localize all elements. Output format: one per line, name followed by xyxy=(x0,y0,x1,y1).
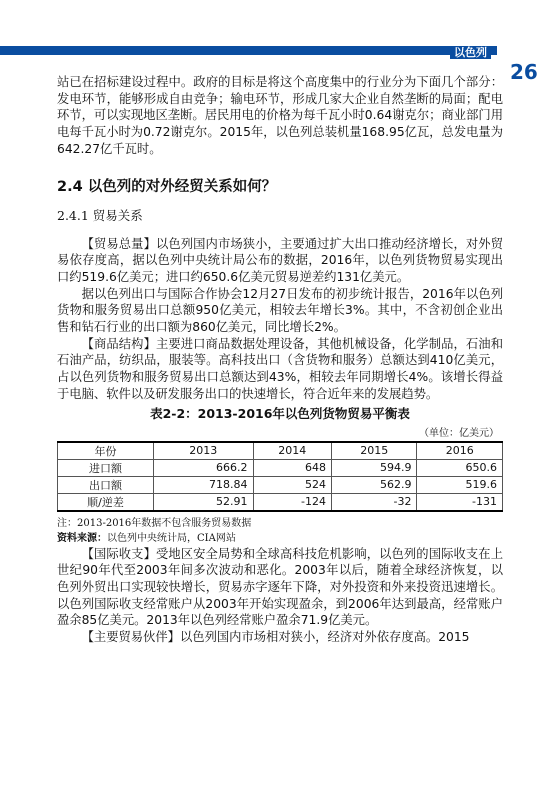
column-header: 2015 xyxy=(331,442,416,460)
subsection-title: 2.4.1 贸易关系 xyxy=(57,207,143,223)
column-header: 年份 xyxy=(58,442,154,460)
table-cell: -32 xyxy=(331,493,416,511)
table-cell: 524 xyxy=(253,476,331,493)
table-cell: -131 xyxy=(417,493,503,511)
table-note-text: 注：2013-2016年数据不包含服务贸易数据 xyxy=(57,517,252,529)
table-cell: 52.91 xyxy=(153,493,253,511)
page-number: 26 xyxy=(510,60,538,84)
table-note xyxy=(57,516,503,546)
paragraph-commodity-structure: 【商品结构】主要进口商品数据处理设备，其他机械设备，化学制品，石油和石油产品，纺织品，服装等。高科技出口（含货物和服务）总额达到410亿美元，占以色列货物和服务贸易出口总额达到43%，相较去年同期增长4%。该增长得益于电脑、软件以及研发服务出口的快速增长，符合近年来的发展趋势。 xyxy=(57,336,503,401)
paragraph-balance-of-payments: 【国际收支】受地区安全局势和全球高科技危机影响，以色列的国际收支在上世纪90年代至2003年间多次波动和恶化。2003年以后，随着全球经济恢复，以色列外贸出口实现较快增长，贸易赤字逐年下降，对外投资和外来投资迅速增长。以色列国际收支经常账户从2003年开始实现盈余，到2006年达到最高，经常账户盈余85亿美元。2013年以色列经常账户盈余71.9亿美元。 xyxy=(57,546,503,628)
table-cell: -124 xyxy=(253,493,331,511)
table-cell: 718.84 xyxy=(153,476,253,493)
column-header: 2016 xyxy=(417,442,503,460)
source-text: 以色列中央统计局，CIA网站 xyxy=(107,532,236,544)
table-title: 表2-2：2013-2016年以色列货物贸易平衡表 xyxy=(150,405,410,421)
page-content xyxy=(57,74,503,646)
header-bar xyxy=(0,46,497,55)
row-label: 出口额 xyxy=(58,476,154,493)
section-title: 2.4 以色列的对外经贸关系如何？ xyxy=(57,178,277,195)
chapter-label: 以色列 xyxy=(450,47,491,59)
table-row xyxy=(58,476,503,493)
table-cell: 648 xyxy=(253,459,331,476)
row-label: 进口额 xyxy=(58,459,154,476)
table-cell: 594.9 xyxy=(331,459,416,476)
trade-balance-table xyxy=(57,441,503,512)
source-label: 资料来源： xyxy=(57,532,107,544)
row-label: 顺/逆差 xyxy=(58,493,154,511)
column-header: 2014 xyxy=(253,442,331,460)
table-cell: 519.6 xyxy=(417,476,503,493)
paragraph-export-report: 据以色列出口与国际合作协会12月27日发布的初步统计报告，2016年以色列货物和服务贸易出口总额950亿美元，相较去年增长3%。其中，不含初创企业出售和钻石行业的出口额为860亿美元，同比增长2%。 xyxy=(57,286,503,335)
paragraph-trade-volume: 【贸易总量】以色列国内市场狭小，主要通过扩大出口推动经济增长，对外贸易依存度高，据以色列中央统计局公布的数据，2016年，以色列货物贸易实现出口约519.6亿美元；进口约650.6亿美元贸易逆差约131亿美元。 xyxy=(57,236,503,284)
table-source xyxy=(57,531,503,546)
table-row xyxy=(58,493,503,511)
table-header-row xyxy=(58,442,503,460)
table-cell: 650.6 xyxy=(417,459,503,476)
paragraph-trade-partners: 【主要贸易伙伴】以色列国内市场相对狭小，经济对外依存度高。2015 xyxy=(81,630,470,645)
intro-paragraph: 站已在招标建设过程中。政府的目标是将这个高度集中的行业分为下面几个部分：发电环节，能够形成自由竞争；输电环节，形成几家大企业自然垄断的局面；配电环节，可以实现地区垄断。居民用电的价格为每千瓦小时0.64谢克尔；商业部门用电每千瓦小时为0.72谢克尔。2015年，以色列总装机量168.95亿瓦，总发电量为642.27亿千瓦时。 xyxy=(57,75,504,156)
table-cell: 562.9 xyxy=(331,476,416,493)
table-row xyxy=(58,459,503,476)
table-cell: 666.2 xyxy=(153,459,253,476)
table-unit: （单位：亿美元） xyxy=(419,427,499,439)
column-header: 2013 xyxy=(153,442,253,460)
